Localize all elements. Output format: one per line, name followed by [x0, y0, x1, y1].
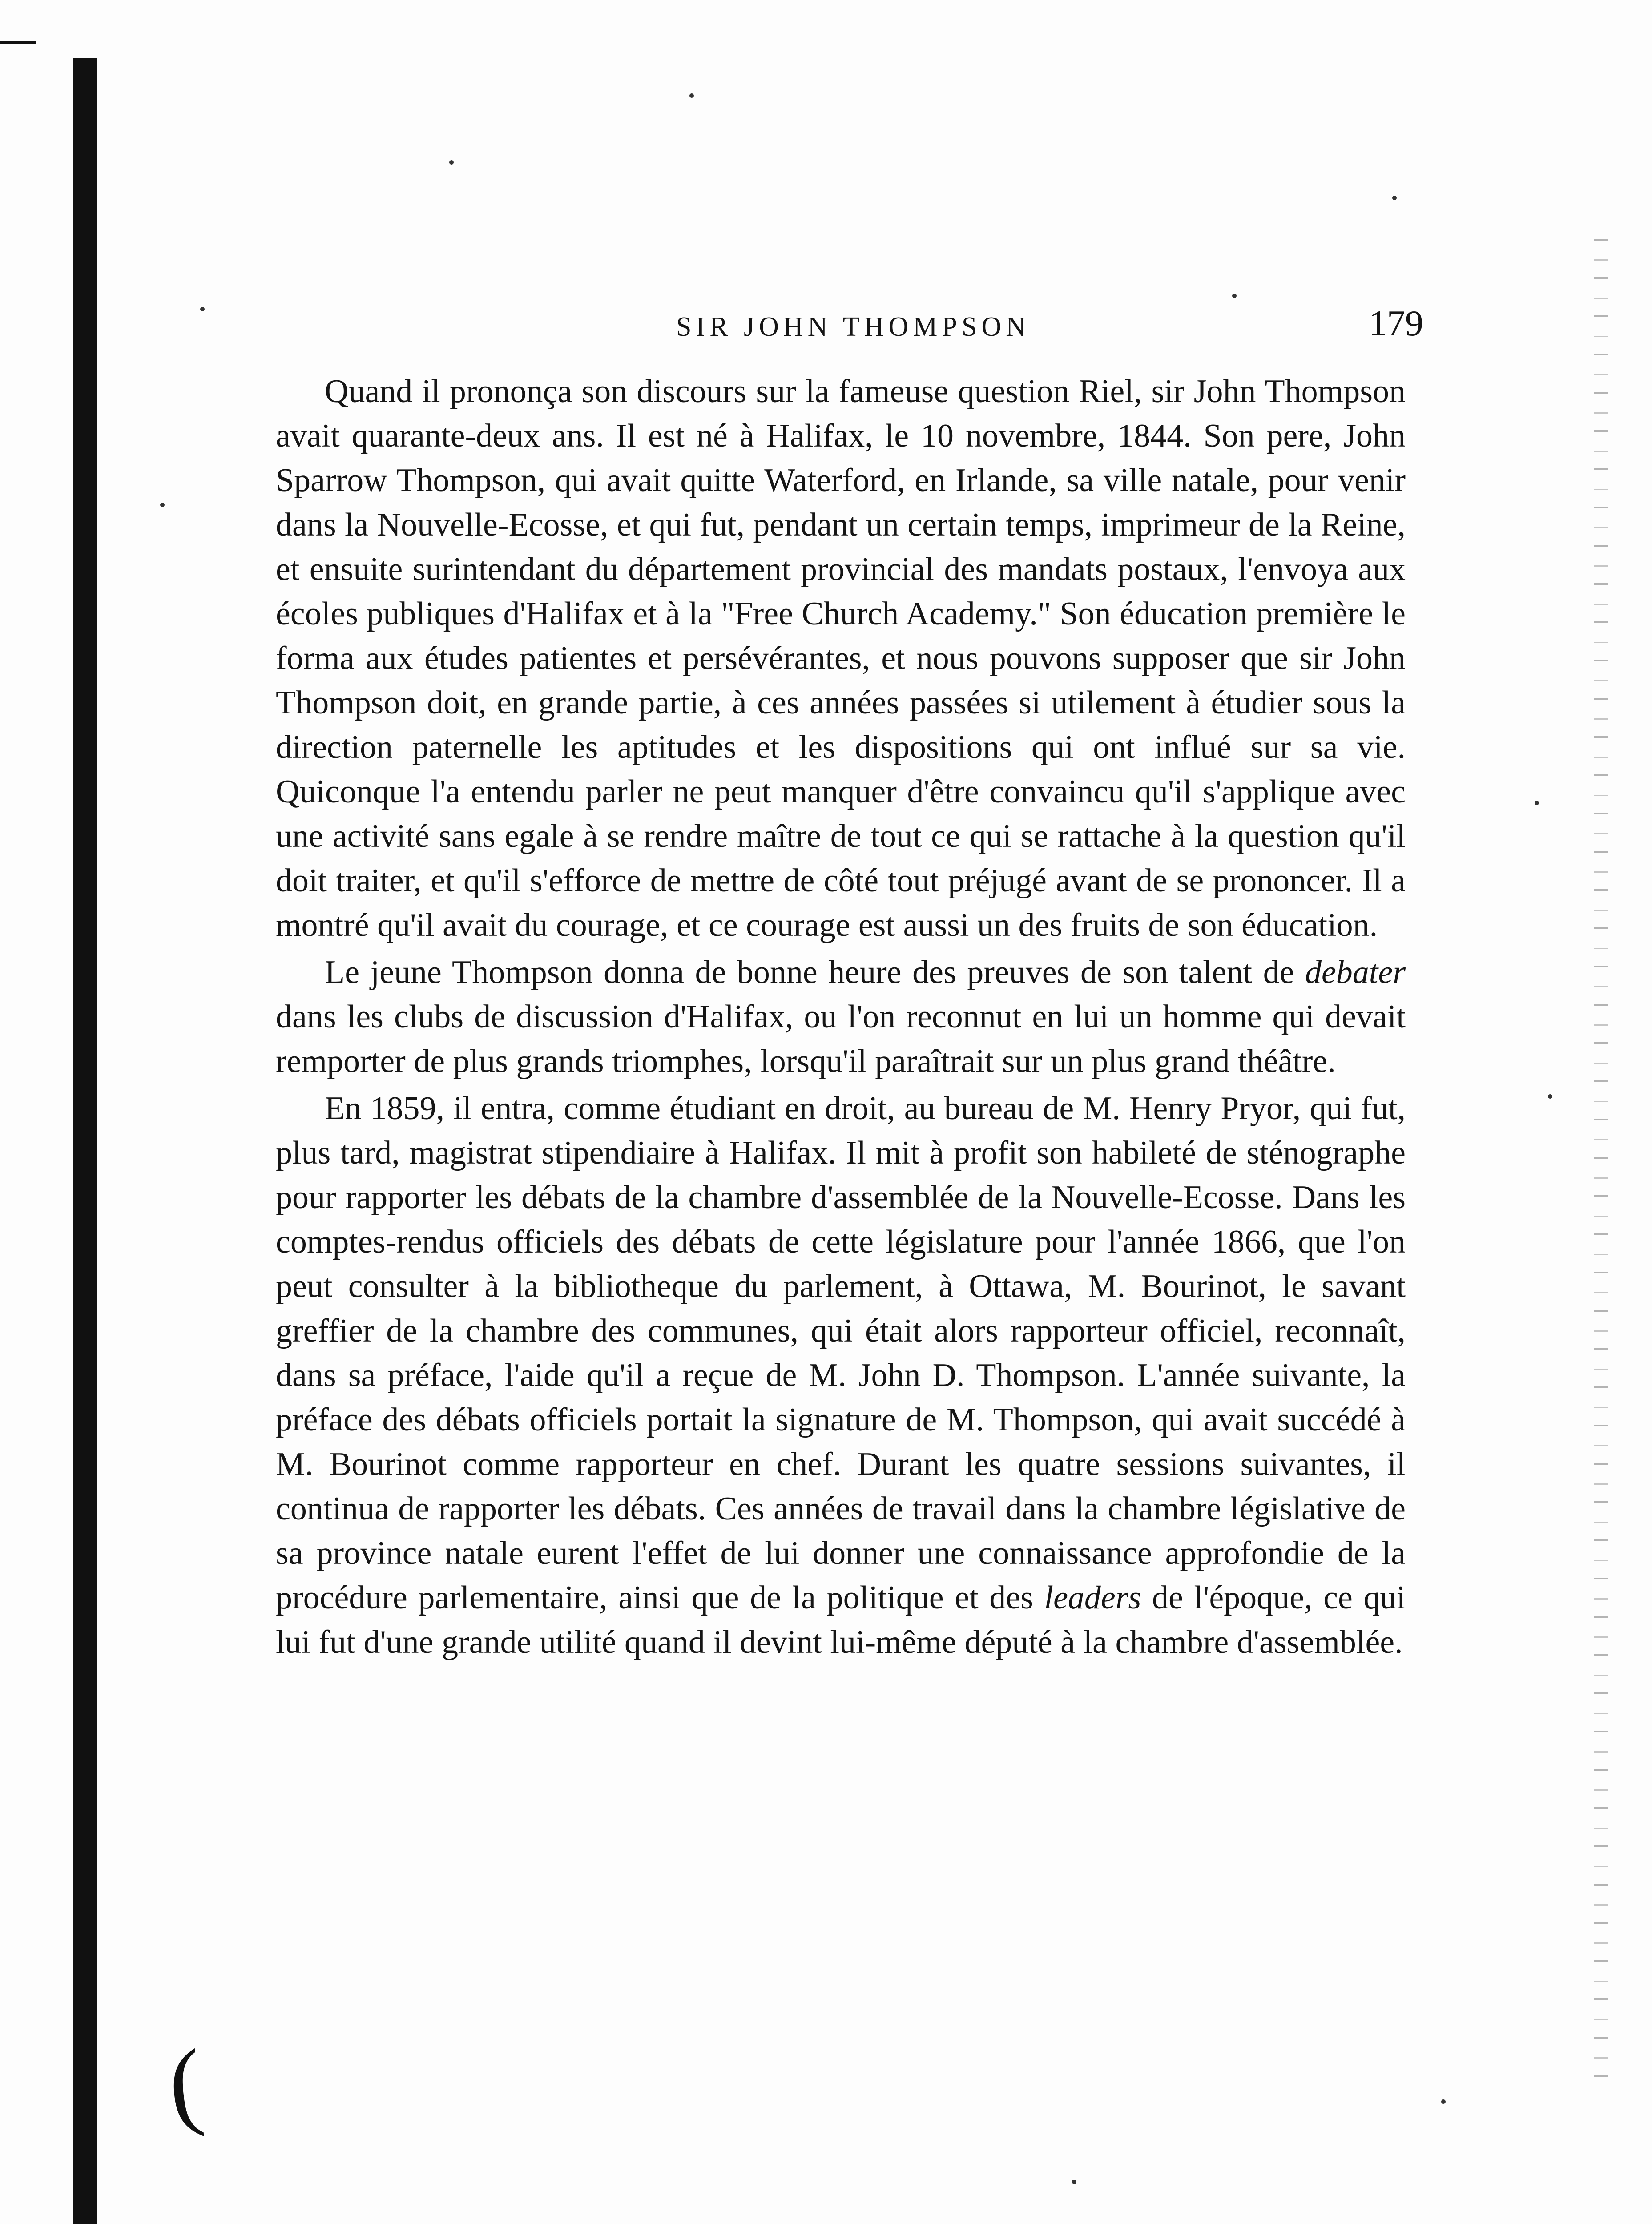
- binding-edge: [73, 58, 97, 2224]
- page-number: 179: [1369, 303, 1423, 343]
- body-text: [276, 369, 1406, 1664]
- italic-term: leaders: [1044, 1579, 1141, 1616]
- paragraph-text: dans les clubs de discussion d'Halifax, ou l'on reconnut en lui un homme qui devait remporter de plus grands triomphes, lorsqu'il paraîtrait sur un plus grand théâtre.: [276, 999, 1406, 1080]
- paragraph-text: de l'époque, ce qui lui fut d'une grande utilité quand il devint lui-même député à la chambre d'assemblée.: [276, 1579, 1406, 1660]
- scan-speck: [1392, 196, 1397, 200]
- scan-speck: [1232, 294, 1237, 298]
- scan-speck: [160, 503, 165, 507]
- scan-speck: [1441, 2099, 1446, 2104]
- paragraph: [276, 1086, 1406, 1664]
- paragraph-text: En 1859, il entra, comme étudiant en droit, au bureau de M. Henry Pryor, qui fut, plus tard, magistrat stipendiaire à Halifax. Il mit à profit son habileté de sténographe pour rapporter les débats de la chambre d'assemblée de la Nouvelle-Ecosse. Dans les comptes-rendus officiels des débats de cette législature pour l'année 1866, que l'on peut consulter à la bibliotheque du parlement, à Ottawa, M. Bourinot, le savant greffier de la chambre des communes, qui était alors rapporteur officiel, reconnaît, dans sa préface, l'aide qu'il a reçue de M. John D. Thompson. L'année suivante, la préface des débats officiels portait la signature de M. Thompson, qui avait succédé à M. Bourinot comme rapporteur en chef. Durant les quatre sessions suivantes, il continua de rapporter les débats. Ces années de travail dans la chambre législative de sa province natale eurent l'effet de lui donner une connaissance approfondie de la procédure parlementaire, ainsi que de la politique et des: [276, 1090, 1406, 1616]
- page-header: [267, 302, 1423, 356]
- running-title: SIR JOHN THOMPSON: [676, 312, 1030, 342]
- paragraph: [276, 950, 1406, 1084]
- paragraph: Quand il prononça son discours sur la fameuse question Riel, sir John Thompson avait quarante-deux ans. Il est né à Halifax, le 10 novembre, 1844. Son pere, John Sparrow Thompson, qui avait quitte Waterford, en Irlande, sa ville natale, pour venir dans la Nouvelle-Ecosse, et qui fut, pendant un certain temps, imprimeur de la Reine, et ensuite surintendant du département provincial des mandats postaux, l'envoya aux écoles publiques d'Halifax et à la "Free Church Academy." Son éducation première le forma aux études patientes et persévérantes, et nous pouvons supposer que sir John Thompson doit, en grande partie, à ces années passées si utilement à étudier sous la direction paternelle les aptitudes et les dispositions qui ont influé sur sa vie. Quiconque l'a entendu parler ne peut manquer d'être convaincu qu'il s'applique avec une activité sans egale à se rendre maître de tout ce qui se rattache à la question qu'il doit traiter, et qu'il s'efforce de mettre de côté tout préjugé avant de se prononcer. Il a montré qu'il avait du courage, et ce courage est aussi un des fruits de son éducation.: [276, 373, 1406, 943]
- handwritten-margin-mark: (: [163, 2028, 207, 2140]
- scan-speck: [1548, 1094, 1552, 1099]
- scan-speck: [689, 93, 694, 98]
- right-edge-scan-noise: [1594, 222, 1608, 2091]
- italic-term: debater: [1305, 954, 1406, 991]
- scan-corner-mark: [0, 41, 36, 44]
- scan-speck: [200, 307, 205, 311]
- scan-speck: [1535, 801, 1539, 805]
- scan-speck: [1072, 2180, 1076, 2184]
- paragraph-text: Le jeune Thompson donna de bonne heure des preuves de son talent de: [325, 954, 1305, 991]
- scan-speck: [449, 160, 454, 165]
